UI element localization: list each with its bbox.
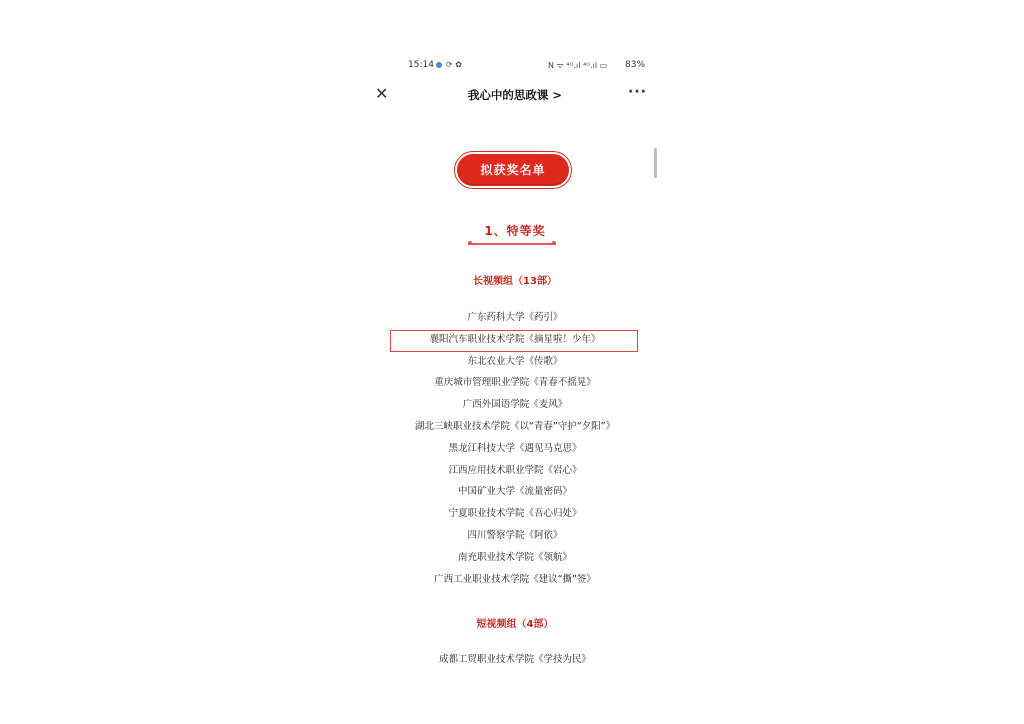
list-item-highlighted: 襄阳汽车职业技术学院《摘星啦！少年》: [370, 329, 660, 351]
list-item: 中国矿业大学《流量密码》: [457, 486, 572, 498]
list-item: 东北农业大学《传歌》: [467, 355, 563, 367]
list-item: 广西工业职业技术学院《建议“撕”签》: [434, 573, 596, 585]
award-list-label: 拟获奖名单: [457, 154, 569, 186]
list-item: 重庆城市管理职业学院《青春不摇晃》: [434, 377, 596, 389]
phone-screen: [370, 52, 660, 724]
scrollbar[interactable]: [654, 148, 657, 178]
award-list-banner: [454, 151, 572, 189]
list-item: 湖北三峡职业技术学院《以“青春”守护“夕阳”》: [414, 420, 616, 432]
nav-bar: [370, 82, 660, 108]
account-title-link[interactable]: 我心中的思政课 >: [467, 88, 563, 102]
signal-icons: N ᯤ ⁴ᴳ.ıl ⁴ᴳ.ıl ▭: [548, 61, 608, 70]
section-divider: [468, 243, 556, 245]
status-bar: [370, 58, 660, 74]
notification-icons: ⟳ ✿: [446, 60, 462, 69]
short-video-entry-list: [370, 649, 660, 671]
list-item: 成都工贸职业技术学院《学技为民》: [438, 654, 591, 665]
list-item: 广西外国语学院《麦风》: [462, 399, 568, 411]
list-item: 四川警察学院《阿依》: [467, 529, 563, 541]
group-title-short-video: 短视频组（4部）: [476, 619, 554, 630]
long-video-entry-list: [370, 307, 660, 590]
status-time: 15:14: [408, 60, 434, 70]
list-item: 广东药科大学《药引》: [467, 312, 563, 323]
list-item: 江西应用技术职业学院《岩心》: [448, 464, 582, 476]
more-options-icon[interactable]: ···: [628, 84, 647, 100]
close-icon[interactable]: ✕: [375, 84, 389, 103]
battery-level: 83%: [625, 60, 646, 70]
group-title-long-video: 长视频组（13部）: [473, 276, 557, 287]
section-title: 1、特等奖: [484, 224, 546, 238]
shield-icon: [436, 62, 442, 68]
list-item: 黑龙江科技大学《遇见马克思》: [448, 442, 582, 454]
list-item: 南充职业技术学院《领航》: [457, 551, 572, 563]
list-item: 宁夏职业技术学院《吾心归处》: [448, 508, 582, 520]
